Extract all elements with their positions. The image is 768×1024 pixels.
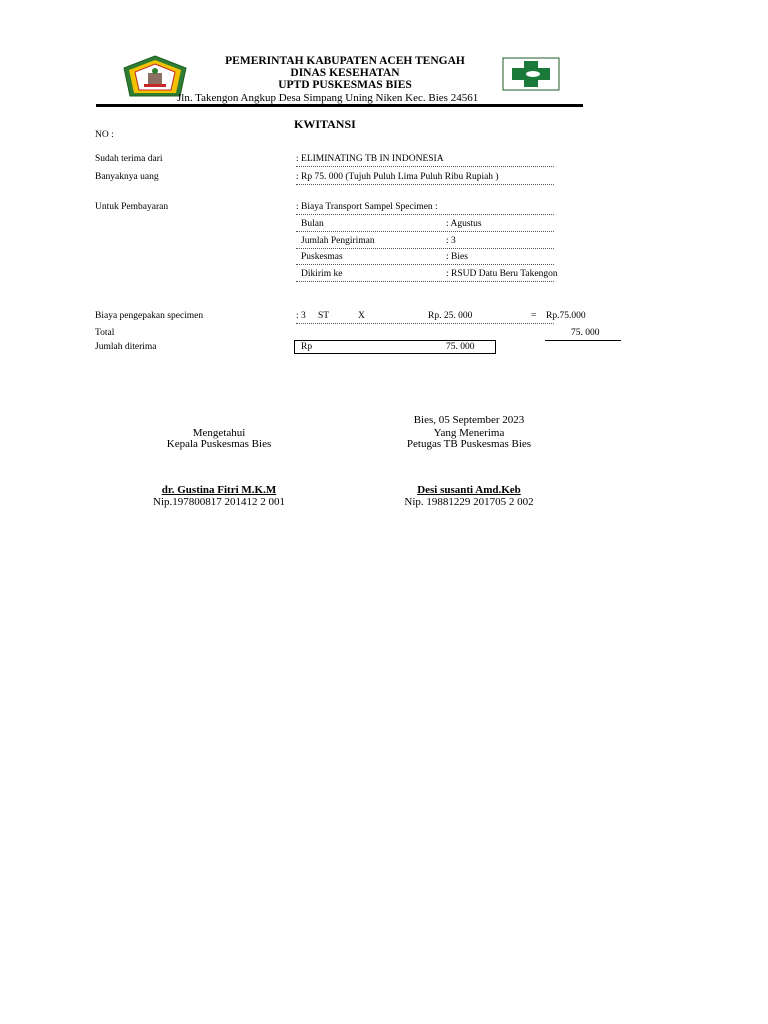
detail-month-dotline: [296, 231, 554, 232]
payment-for-dotline: [296, 214, 554, 215]
right-signer-title-1: Yang Menerima: [433, 427, 505, 439]
detail-shipments-dotline: [296, 248, 554, 249]
packing-times: X: [358, 311, 365, 321]
received-from-value: : ELIMINATING TB IN INDONESIA: [296, 154, 444, 164]
packing-dotline: [296, 323, 554, 324]
right-signer-nip: Nip. 19881229 201705 2 002: [404, 496, 534, 508]
payment-for-label: Untuk Pembayaran: [95, 202, 169, 212]
packing-price: Rp. 25. 000: [428, 311, 473, 321]
total-underline: [545, 340, 621, 341]
received-from-label: Sudah terima dari: [95, 154, 163, 164]
packing-qty: : 3: [296, 311, 306, 321]
detail-shipments-label: Jumlah Pengiriman: [301, 236, 375, 246]
packing-unit: ST: [318, 311, 330, 321]
place-date: Bies, 05 September 2023: [413, 414, 525, 426]
detail-sent-to-label: Dikirim ke: [301, 269, 343, 279]
received-from-dotline: [296, 166, 554, 167]
detail-sent-to-value: : RSUD Datu Beru Takengon: [446, 269, 558, 279]
total-value: 75. 000: [571, 328, 600, 338]
packing-equals: =: [531, 311, 537, 321]
received-amount-label: Jumlah diterima: [95, 342, 157, 352]
packing-result: Rp.75.000: [546, 311, 586, 321]
detail-puskesmas-value: : Bies: [446, 252, 468, 262]
right-signer-name: Desi susanti Amd.Keb: [417, 484, 521, 496]
detail-month-value: : Agustus: [446, 219, 482, 229]
detail-shipments-value: : 3: [446, 236, 456, 246]
receipt-number-label: NO :: [95, 130, 114, 140]
left-signer-name: dr. Gustina Fitri M.K.M: [161, 484, 277, 496]
left-signer-nip: Nip.197800817 201412 2 001: [153, 496, 285, 508]
right-signer-title-2: Petugas TB Puskesmas Bies: [406, 438, 532, 450]
header-line-3: UPTD PUSKESMAS BIES: [278, 79, 412, 91]
header-divider: [96, 104, 583, 107]
detail-puskesmas-label: Puskesmas: [301, 252, 343, 262]
packing-label: Biaya pengepakan specimen: [95, 311, 204, 321]
header-line-1: PEMERINTAH KABUPATEN ACEH TENGAH: [225, 55, 465, 67]
detail-puskesmas-dotline: [296, 264, 554, 265]
detail-month-label: Bulan: [301, 219, 324, 229]
amount-label: Banyaknya uang: [95, 172, 159, 182]
detail-sent-to-dotline: [296, 281, 554, 282]
left-signer-title-1: Mengetahui: [192, 427, 246, 439]
amount-dotline: [296, 184, 554, 185]
total-label: Total: [95, 328, 115, 338]
green-cross-logo-icon: [502, 57, 560, 91]
amount-value: : Rp 75. 000 (Tujuh Puluh Lima Puluh Ribu Rupiah ): [296, 172, 499, 182]
header-address: Jln. Takengon Angkup Desa Simpang Uning Niken Kec. Bies 24561: [177, 92, 479, 104]
left-signer-title-2: Kepala Puskesmas Bies: [166, 438, 272, 450]
receipt-title: KWITANSI: [294, 117, 356, 131]
received-amount-currency: Rp: [301, 342, 313, 352]
payment-for-value: : Biaya Transport Sampel Specimen :: [296, 202, 438, 212]
header-line-2: DINAS KESEHATAN: [290, 67, 400, 79]
received-amount-value: 75. 000: [446, 342, 475, 352]
